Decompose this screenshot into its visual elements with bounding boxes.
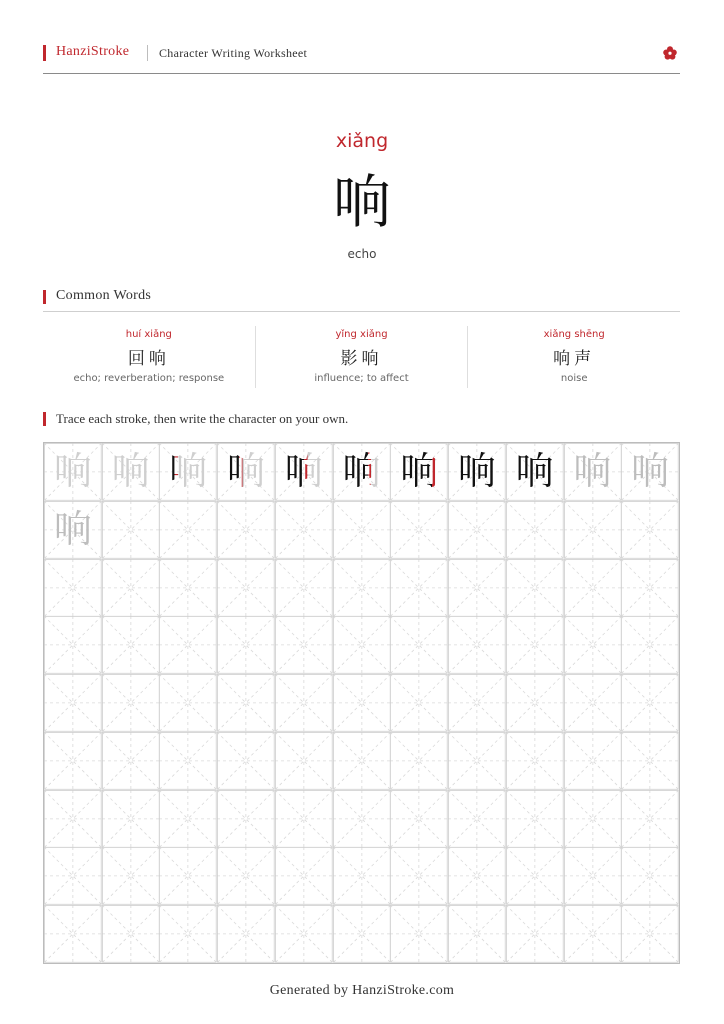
cell-guide-lines xyxy=(275,905,333,963)
stroke-step-character: 响 xyxy=(102,443,160,501)
practice-cell[interactable] xyxy=(333,790,391,848)
practice-cell[interactable] xyxy=(506,732,564,790)
header-divider xyxy=(147,45,148,61)
cell-guide-lines xyxy=(159,616,217,674)
practice-cell[interactable] xyxy=(102,732,160,790)
cell-guide-lines xyxy=(390,905,448,963)
practice-cell[interactable] xyxy=(564,674,622,732)
cell-guide-lines xyxy=(159,559,217,617)
practice-cell[interactable] xyxy=(102,443,160,501)
cell-guide-lines xyxy=(506,847,564,905)
cell-guide-lines xyxy=(102,616,160,674)
cell-guide-lines xyxy=(390,674,448,732)
cell-guide-lines xyxy=(275,790,333,848)
practice-cell[interactable] xyxy=(621,501,679,559)
practice-cell[interactable] xyxy=(102,905,160,963)
practice-cell[interactable] xyxy=(275,905,333,963)
brand-name[interactable]: HanziStroke xyxy=(56,44,130,59)
practice-cell[interactable] xyxy=(333,559,391,617)
cell-guide-lines xyxy=(333,905,391,963)
practice-cell[interactable] xyxy=(333,732,391,790)
practice-cell[interactable] xyxy=(275,443,333,501)
cell-guide-lines xyxy=(102,847,160,905)
cell-guide-lines xyxy=(506,732,564,790)
practice-cell[interactable] xyxy=(621,559,679,617)
cell-guide-lines xyxy=(333,847,391,905)
practice-cell[interactable] xyxy=(333,847,391,905)
practice-cell[interactable] xyxy=(102,616,160,674)
practice-cell[interactable] xyxy=(44,847,102,905)
cell-guide-lines xyxy=(102,905,160,963)
word-hanzi: 回响 xyxy=(127,349,170,369)
cell-guide-lines xyxy=(564,616,622,674)
cell-guide-lines xyxy=(102,790,160,848)
cell-guide-lines xyxy=(102,674,160,732)
practice-cell[interactable] xyxy=(44,616,102,674)
cell-guide-lines xyxy=(159,790,217,848)
cell-guide-lines xyxy=(506,905,564,963)
word-meaning: influence; to affect xyxy=(314,373,409,384)
word-pinyin: xiǎng shēng xyxy=(543,329,605,340)
stroke-step-character: 响 xyxy=(217,443,275,501)
cell-guide-lines xyxy=(44,732,102,790)
word-meaning: echo; reverberation; response xyxy=(73,373,225,384)
section-divider xyxy=(43,311,680,312)
practice-cell[interactable] xyxy=(217,616,275,674)
trace-character: 响 xyxy=(573,449,612,493)
practice-cell[interactable] xyxy=(621,905,679,963)
practice-cell[interactable] xyxy=(506,443,564,501)
cell-guide-lines xyxy=(217,847,275,905)
cell-guide-lines xyxy=(448,790,506,848)
worksheet-header xyxy=(43,43,680,74)
stroke-step-character: 响 xyxy=(515,449,554,493)
practice-cell[interactable] xyxy=(217,905,275,963)
cell-guide-lines xyxy=(564,732,622,790)
practice-cell[interactable] xyxy=(44,559,102,617)
cell-guide-lines xyxy=(448,616,506,674)
cell-guide-lines xyxy=(448,501,506,559)
cell-guide-lines xyxy=(448,847,506,905)
practice-cell[interactable] xyxy=(448,559,506,617)
cell-guide-lines xyxy=(390,790,448,848)
cell-guide-lines xyxy=(621,847,679,905)
practice-cell[interactable] xyxy=(159,905,217,963)
practice-cell[interactable] xyxy=(159,847,217,905)
practice-cell[interactable] xyxy=(217,732,275,790)
practice-cell[interactable] xyxy=(564,732,622,790)
practice-cell[interactable] xyxy=(564,905,622,963)
practice-cell[interactable] xyxy=(217,501,275,559)
practice-cell[interactable] xyxy=(621,790,679,848)
cell-guide-lines xyxy=(448,732,506,790)
cell-guide-lines xyxy=(621,790,679,848)
practice-cell[interactable] xyxy=(506,674,564,732)
practice-instruction: Trace each stroke, then write the character on your own. xyxy=(56,411,349,426)
practice-cell[interactable] xyxy=(564,443,622,501)
practice-cell[interactable] xyxy=(564,616,622,674)
worksheet-subtitle: Character Writing Worksheet xyxy=(159,46,308,60)
practice-cell[interactable] xyxy=(333,443,391,501)
stroke-step-character: 响 xyxy=(159,443,217,501)
practice-cell[interactable] xyxy=(217,790,275,848)
cell-guide-lines xyxy=(44,616,102,674)
practice-cell[interactable] xyxy=(44,443,102,501)
practice-cell[interactable] xyxy=(102,559,160,617)
cell-guide-lines xyxy=(564,674,622,732)
word-meaning: noise xyxy=(560,373,588,384)
cell-guide-lines xyxy=(390,501,448,559)
cell-guide-lines xyxy=(621,674,679,732)
common-words-list xyxy=(43,326,680,388)
stroke-step-character: 响 xyxy=(448,443,506,501)
stroke-step-character: 响 xyxy=(333,443,391,501)
practice-cell[interactable] xyxy=(333,501,391,559)
practice-cell[interactable] xyxy=(506,501,564,559)
practice-cell[interactable] xyxy=(159,559,217,617)
cell-guide-lines xyxy=(390,616,448,674)
cell-guide-lines xyxy=(506,501,564,559)
practice-cell[interactable] xyxy=(390,616,448,674)
practice-cell[interactable] xyxy=(159,443,217,501)
practice-cell[interactable] xyxy=(217,559,275,617)
cell-guide-lines xyxy=(448,559,506,617)
practice-cell[interactable] xyxy=(390,443,448,501)
practice-cell[interactable] xyxy=(506,790,564,848)
cell-guide-lines xyxy=(333,732,391,790)
practice-cell[interactable] xyxy=(390,674,448,732)
cell-guide-lines xyxy=(275,674,333,732)
instruction-accent-bar xyxy=(43,412,46,426)
practice-cell[interactable] xyxy=(102,501,160,559)
cell-guide-lines xyxy=(275,616,333,674)
practice-cell[interactable] xyxy=(44,905,102,963)
cell-guide-lines xyxy=(102,559,160,617)
practice-cell[interactable] xyxy=(564,847,622,905)
practice-cell[interactable] xyxy=(506,559,564,617)
practice-cell[interactable] xyxy=(621,732,679,790)
cell-guide-lines xyxy=(564,905,622,963)
cell-guide-lines xyxy=(217,616,275,674)
practice-cell[interactable] xyxy=(102,847,160,905)
cell-guide-lines xyxy=(564,559,622,617)
word-item xyxy=(467,326,680,388)
practice-cell[interactable] xyxy=(275,559,333,617)
practice-cell[interactable] xyxy=(564,559,622,617)
practice-cell[interactable] xyxy=(275,847,333,905)
cell-guide-lines xyxy=(159,847,217,905)
cell-guide-lines xyxy=(564,501,622,559)
practice-cell[interactable] xyxy=(621,616,679,674)
cell-guide-lines xyxy=(390,732,448,790)
practice-cell[interactable] xyxy=(275,674,333,732)
cell-guide-lines xyxy=(44,905,102,963)
practice-cell[interactable] xyxy=(448,905,506,963)
word-hanzi: 响声 xyxy=(553,349,596,369)
practice-cell[interactable] xyxy=(621,674,679,732)
main-character: 响 xyxy=(332,168,391,236)
flower-icon xyxy=(662,45,678,61)
practice-cell[interactable] xyxy=(44,732,102,790)
word-pinyin: huí xiǎng xyxy=(125,329,172,340)
practice-cell[interactable] xyxy=(217,674,275,732)
practice-cell[interactable] xyxy=(448,616,506,674)
practice-cell[interactable] xyxy=(275,732,333,790)
practice-cell[interactable] xyxy=(333,905,391,963)
practice-cell[interactable] xyxy=(159,790,217,848)
practice-cell[interactable] xyxy=(217,443,275,501)
cell-guide-lines xyxy=(506,559,564,617)
cell-guide-lines xyxy=(44,847,102,905)
practice-cell[interactable] xyxy=(448,674,506,732)
cell-guide-lines xyxy=(506,616,564,674)
cell-guide-lines xyxy=(159,501,217,559)
word-item xyxy=(255,326,468,388)
practice-cell[interactable] xyxy=(506,616,564,674)
trace-character: 响 xyxy=(631,449,670,493)
practice-cell[interactable] xyxy=(159,732,217,790)
cell-guide-lines xyxy=(44,790,102,848)
practice-cell[interactable] xyxy=(275,501,333,559)
practice-cell[interactable] xyxy=(448,501,506,559)
brand-accent-bar xyxy=(43,45,46,61)
cell-guide-lines xyxy=(159,732,217,790)
cell-guide-lines xyxy=(448,674,506,732)
cell-guide-lines xyxy=(333,790,391,848)
practice-cell[interactable] xyxy=(448,790,506,848)
cell-guide-lines xyxy=(159,905,217,963)
practice-cell[interactable] xyxy=(44,674,102,732)
cell-guide-lines xyxy=(333,674,391,732)
common-words-title: Common Words xyxy=(56,288,152,303)
cell-guide-lines xyxy=(44,674,102,732)
cell-guide-lines xyxy=(621,905,679,963)
practice-cell[interactable] xyxy=(217,847,275,905)
cell-guide-lines xyxy=(621,501,679,559)
section-accent-bar xyxy=(43,290,46,304)
word-pinyin: yǐng xiǎng xyxy=(335,329,388,340)
cell-guide-lines xyxy=(102,732,160,790)
cell-guide-lines xyxy=(275,732,333,790)
cell-guide-lines xyxy=(621,616,679,674)
practice-cell[interactable] xyxy=(621,443,679,501)
cell-guide-lines xyxy=(333,559,391,617)
character-meaning: echo xyxy=(347,247,377,261)
practice-cell[interactable] xyxy=(102,790,160,848)
cell-guide-lines xyxy=(217,732,275,790)
cell-guide-lines xyxy=(506,674,564,732)
cell-guide-lines xyxy=(275,847,333,905)
footer-credit: Generated by HanziStroke.com xyxy=(269,983,455,998)
stroke-step-character: 响 xyxy=(44,443,102,501)
practice-cell[interactable] xyxy=(159,501,217,559)
character-pinyin: xiǎng xyxy=(335,130,389,152)
cell-guide-lines xyxy=(159,674,217,732)
cell-guide-lines xyxy=(217,674,275,732)
cell-guide-lines xyxy=(564,847,622,905)
stroke-step-character: 响 xyxy=(275,443,333,501)
practice-cell[interactable] xyxy=(390,732,448,790)
practice-cell[interactable] xyxy=(448,732,506,790)
practice-cell[interactable] xyxy=(448,443,506,501)
cell-guide-lines xyxy=(275,559,333,617)
practice-cell[interactable] xyxy=(390,790,448,848)
practice-cell[interactable] xyxy=(333,674,391,732)
practice-cell[interactable] xyxy=(275,616,333,674)
practice-cell[interactable] xyxy=(390,905,448,963)
practice-cell[interactable] xyxy=(506,847,564,905)
cell-guide-lines xyxy=(217,501,275,559)
practice-cell[interactable] xyxy=(44,501,102,559)
practice-cell[interactable] xyxy=(621,847,679,905)
practice-cell[interactable] xyxy=(506,905,564,963)
word-hanzi: 影响 xyxy=(340,349,383,369)
cell-guide-lines xyxy=(390,559,448,617)
practice-grid xyxy=(43,442,680,964)
practice-cell[interactable] xyxy=(390,501,448,559)
cell-guide-lines xyxy=(621,559,679,617)
cell-guide-lines xyxy=(217,559,275,617)
cell-guide-lines xyxy=(275,501,333,559)
cell-guide-lines xyxy=(448,905,506,963)
word-item xyxy=(43,326,255,388)
cell-guide-lines xyxy=(333,616,391,674)
practice-cell[interactable] xyxy=(159,674,217,732)
cell-guide-lines xyxy=(102,501,160,559)
cell-guide-lines xyxy=(564,790,622,848)
practice-cell[interactable] xyxy=(275,790,333,848)
stroke-step-character: 响 xyxy=(390,443,448,501)
cell-guide-lines xyxy=(333,501,391,559)
practice-cell[interactable] xyxy=(390,559,448,617)
practice-cell[interactable] xyxy=(333,616,391,674)
practice-cell[interactable] xyxy=(448,847,506,905)
cell-guide-lines xyxy=(44,559,102,617)
practice-cell[interactable] xyxy=(564,501,622,559)
cell-guide-lines xyxy=(390,847,448,905)
cell-guide-lines xyxy=(217,905,275,963)
practice-cell[interactable] xyxy=(44,790,102,848)
trace-character: 响 xyxy=(53,506,92,551)
cell-guide-lines xyxy=(217,790,275,848)
practice-cell[interactable] xyxy=(159,616,217,674)
practice-cell[interactable] xyxy=(102,674,160,732)
cell-guide-lines xyxy=(621,732,679,790)
practice-cell[interactable] xyxy=(564,790,622,848)
practice-cell[interactable] xyxy=(390,847,448,905)
cell-guide-lines xyxy=(506,790,564,848)
